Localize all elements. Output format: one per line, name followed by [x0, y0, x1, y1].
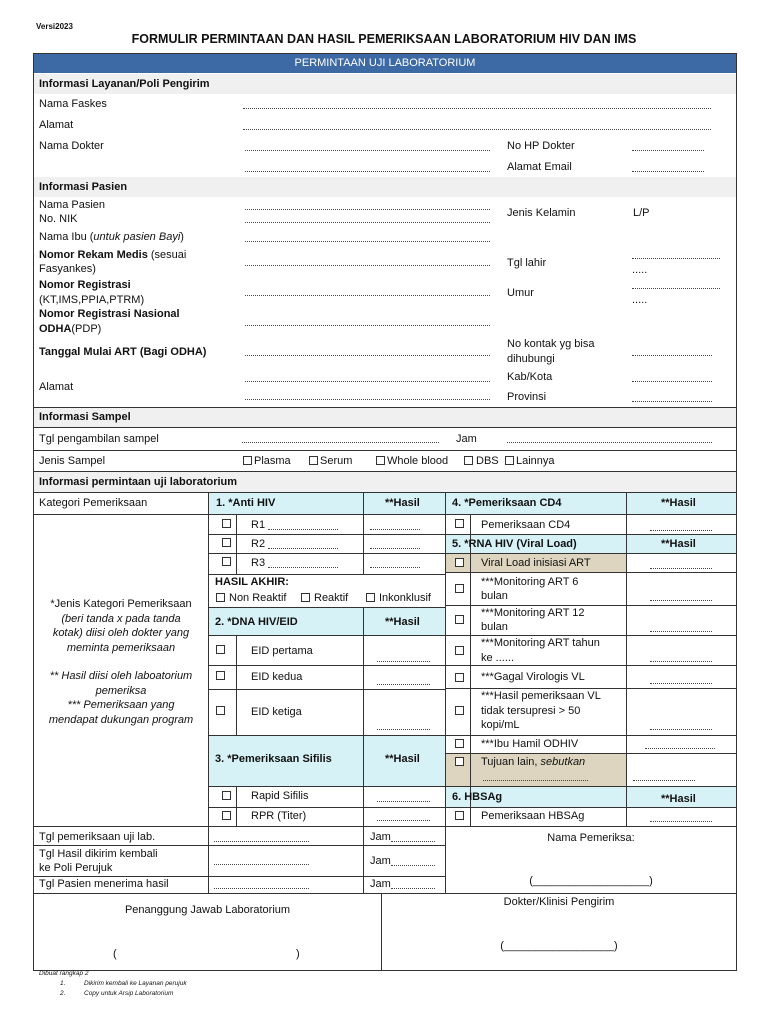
label-nama-pemeriksa: Nama Pemeriksa: [547, 832, 635, 844]
label-rekam-medis: Nomor Rekam Medis (sesuai [39, 249, 187, 261]
field-tgl-pengambilan[interactable] [242, 442, 439, 443]
hasil-eid-kedua[interactable] [377, 684, 430, 685]
label-vl-tersupresi: ***Hasil pemeriksaan VL [481, 690, 601, 702]
heading-rna-hiv: 5. *RNA HIV (Viral Load) [452, 538, 577, 550]
hasil-cd4[interactable] [650, 530, 712, 531]
field-tgl-pemeriksaan[interactable] [214, 841, 309, 842]
section-permintaan-heading: Informasi permintaan uji laboratorium [39, 476, 238, 488]
checkbox-r3[interactable] [222, 557, 231, 566]
section-sampel-bg [34, 408, 736, 427]
notes-block: *Jenis Kategori Pemeriksaan (beri tanda x pada tanda kotak) diisi oleh dokter yang meminta pemeriksaan ** Hasil diisi oleh laboatorium pemeriksa *** Pemeriksaan yang mendapat dukungan program [48, 598, 194, 726]
field-tgl-lahir-tail: ..... [632, 264, 648, 276]
label-mon12-2: bulan [481, 621, 508, 633]
hasil-mon-tahun[interactable] [650, 661, 712, 662]
field-nama-faskes[interactable] [243, 108, 711, 109]
label-tgl-lahir: Tgl lahir [507, 257, 547, 269]
label-reg-nasional: Nomor Registrasi Nasional [39, 308, 180, 320]
label-tanggal-art: Tanggal Mulai ART (Bagi ODHA) [39, 346, 207, 358]
label-tgl-pemeriksaan: Tgl pemeriksaan uji lab. [39, 831, 156, 843]
section-layanan-heading: Informasi Layanan/Poli Pengirim [39, 78, 210, 90]
hasil-tujuan-lain[interactable] [633, 780, 695, 781]
heading-hasil-2: **Hasil [385, 616, 420, 628]
label-reg-nasional-2: ODHA(PDP) [39, 323, 102, 335]
hasil-mon12[interactable] [650, 631, 712, 632]
checkbox-vl-inisiasi[interactable] [455, 558, 464, 567]
field-tujuan-lain[interactable] [483, 780, 588, 781]
label-kab-kota: Kab/Kota [507, 371, 553, 383]
label-provinsi: Provinsi [507, 391, 547, 403]
hasil-mon6[interactable] [650, 600, 712, 601]
label-mon-tahun-2: ke ...... [481, 652, 515, 664]
note-item1: Dikirim kembali ke Layanan perujuk [84, 980, 187, 987]
label-jam-1: Jam [370, 831, 391, 843]
label-rapid-sifilis: Rapid Sifilis [251, 790, 309, 802]
sign-pj-lab-close: ) [296, 948, 300, 960]
sign-dokter-pengirim[interactable]: (__________________) [500, 940, 618, 952]
field-no-hp-dokter[interactable] [632, 150, 704, 151]
hasil-gagal[interactable] [650, 683, 712, 684]
checkbox-serum[interactable] [309, 456, 318, 465]
checkbox-lainnya[interactable] [505, 456, 514, 465]
heading-dna-hiv: 2. *DNA HIV/EID [215, 616, 298, 628]
field-umur[interactable] [632, 288, 720, 289]
label-alamat-pasien: Alamat [39, 381, 74, 393]
label-mon12: ***Monitoring ART 12 [481, 607, 585, 619]
option-plasma: Plasma [254, 455, 291, 467]
checkbox-plasma[interactable] [243, 456, 252, 465]
field-r2[interactable] [268, 548, 338, 549]
hasil-vl-inisiasi[interactable] [650, 568, 712, 569]
label-tgl-pengambilan: Tgl pengambilan sampel [39, 433, 159, 445]
field-rekam-medis[interactable] [245, 265, 490, 266]
field-tgl-lahir[interactable] [632, 258, 720, 259]
heading-hasil-4: **Hasil [661, 497, 696, 509]
label-no-hp-dokter: No HP Dokter [507, 140, 575, 152]
hasil-rapid-sifilis[interactable] [377, 801, 430, 802]
hasil-ibu-hamil[interactable] [645, 748, 715, 749]
field-nama-ibu[interactable] [245, 241, 490, 242]
heading-hasil-1: **Hasil [385, 497, 420, 509]
label-kategori: Kategori Pemeriksaan [39, 497, 148, 509]
label-jam-2: Jam [370, 855, 391, 867]
checkbox-mon-tahun[interactable] [455, 646, 464, 655]
field-nama-dokter[interactable] [245, 150, 490, 151]
field-alamat-faskes[interactable] [243, 129, 711, 130]
label-tgl-hasil-2: ke Poli Perujuk [39, 862, 113, 874]
label-vl-inisiasi: Viral Load inisiasi ART [481, 557, 591, 569]
checkbox-mon12[interactable] [455, 615, 464, 624]
label-jenis-sampel: Jenis Sampel [39, 455, 106, 467]
label-nama-faskes: Nama Faskes [39, 98, 107, 110]
sign-nama-pemeriksa[interactable]: (___________________) [529, 875, 653, 887]
label-pem-cd4: Pemeriksaan CD4 [481, 519, 571, 531]
label-mon6-2: bulan [481, 590, 508, 602]
field-tgl-pasien[interactable] [214, 888, 309, 889]
label-gagal: ***Gagal Virologis VL [481, 671, 585, 683]
checkbox-non-reaktif[interactable] [216, 593, 225, 602]
label-r3: R3 [251, 557, 266, 569]
checkbox-dbs[interactable] [464, 456, 473, 465]
field-alamat-pasien[interactable] [245, 381, 490, 382]
field-nama-pasien[interactable] [245, 209, 490, 210]
field-kab-kota[interactable] [632, 381, 712, 382]
label-ibu-hamil: ***Ibu Hamil ODHIV [481, 738, 579, 750]
section-sampel-heading: Informasi Sampel [39, 411, 131, 423]
label-no-nik: No. NIK [39, 213, 78, 225]
hasil-hbsag[interactable] [650, 821, 712, 822]
heading-hasil-5: **Hasil [661, 538, 696, 550]
heading-cd4: 4. *Pemeriksaan CD4 [452, 497, 562, 509]
checkbox-ibu-hamil[interactable] [455, 739, 464, 748]
label-tgl-hasil: Tgl Hasil dikirim kembali [39, 848, 158, 860]
checkbox-r2[interactable] [222, 538, 231, 547]
field-tanggal-art[interactable] [245, 355, 490, 356]
note-item2-num: 2. [60, 990, 66, 997]
label-vl-tersupresi-2: tidak tersupresi > 50 [481, 705, 581, 717]
value-jenis-kelamin[interactable]: L/P [633, 207, 650, 219]
label-eid-kedua: EID kedua [251, 671, 303, 683]
label-mon6: ***Monitoring ART 6 [481, 576, 579, 588]
checkbox-gagal[interactable] [455, 673, 464, 682]
label-nama-dokter: Nama Dokter [39, 140, 104, 152]
checkbox-eid-kedua[interactable] [216, 671, 225, 680]
label-pem-hbsag: Pemeriksaan HBSAg [481, 810, 585, 822]
checkbox-rpr[interactable] [222, 811, 231, 820]
option-reaktif: Reaktif [314, 592, 349, 604]
checkbox-reaktif[interactable] [301, 593, 310, 602]
option-whole-blood: Whole blood [387, 455, 449, 467]
checkbox-r1[interactable] [222, 519, 231, 528]
checkbox-vl-tersupresi[interactable] [455, 706, 464, 715]
section-pasien-bg [34, 177, 736, 197]
hasil-rpr[interactable] [377, 820, 430, 821]
label-tujuan-lain: Tujuan lain, sebutkan [481, 756, 586, 768]
heading-hbsag: 6. HBSAg [452, 791, 503, 803]
label-jam-3: Jam [370, 878, 391, 890]
checkbox-hbsag[interactable] [455, 811, 464, 820]
checkbox-inkonklusif[interactable] [366, 593, 375, 602]
label-pj-lab: Penanggung Jawab Laboratorium [124, 904, 291, 916]
field-registrasi[interactable] [245, 295, 490, 296]
label-jam-sampel: Jam [456, 433, 477, 445]
label-dokter-pengirim: Dokter/Klinisi Pengirim [503, 896, 615, 908]
section-pasien-heading: Informasi Pasien [39, 181, 128, 193]
option-lainnya: Lainnya [516, 455, 555, 467]
checkbox-whole-blood[interactable] [376, 456, 385, 465]
label-jenis-kelamin: Jenis Kelamin [507, 207, 576, 219]
label-r2: R2 [251, 538, 266, 550]
label-hasil-akhir: HASIL AKHIR: [215, 576, 289, 588]
heading-sifilis: 3. *Pemeriksaan Sifilis [215, 753, 332, 765]
hasil-eid-ketiga[interactable] [377, 729, 430, 730]
note-item2: Copy untuk Arsip Laboratorium [84, 990, 174, 997]
checkbox-mon6[interactable] [455, 584, 464, 593]
field-umur-tail: ..... [632, 294, 648, 306]
form-title: FORMULIR PERMINTAAN DAN HASIL PEMERIKSAAN LABORATORIUM HIV DAN IMS [131, 32, 637, 46]
field-reg-nasional[interactable] [245, 325, 490, 326]
label-umur: Umur [507, 287, 534, 299]
field-kontak[interactable] [632, 355, 712, 356]
heading-hasil-6: **Hasil [661, 793, 696, 805]
hasil-r3[interactable] [370, 567, 420, 568]
heading-hasil-3: **Hasil [385, 753, 420, 765]
label-nama-pasien: Nama Pasien [39, 199, 106, 211]
checkbox-tujuan-lain[interactable] [455, 757, 464, 766]
note-item1-num: 1. [60, 980, 66, 987]
field-no-nik[interactable] [245, 222, 490, 223]
hasil-eid-pertama[interactable] [377, 661, 430, 662]
checkbox-cd4[interactable] [455, 519, 464, 528]
label-kontak: No kontak yg bisa [507, 338, 595, 350]
hasil-vl-tersupresi[interactable] [650, 729, 712, 730]
field-r3[interactable] [268, 567, 338, 568]
checkbox-eid-ketiga[interactable] [216, 706, 225, 715]
option-serum: Serum [320, 455, 353, 467]
note-dibuat: Dibuat rangkap 2 [39, 970, 89, 977]
field-jam-3[interactable] [391, 888, 435, 889]
field-alamat-email[interactable] [632, 171, 704, 172]
field-jam-2[interactable] [391, 865, 435, 866]
label-rpr: RPR (Titer) [251, 810, 307, 822]
label-registrasi-2: (KT,IMS,PPIA,PTRM) [39, 294, 145, 306]
label-vl-tersupresi-3: kopi/mL [481, 719, 520, 731]
field-r1[interactable] [268, 529, 338, 530]
sign-pj-lab-open[interactable]: ( [113, 948, 117, 960]
hasil-r1[interactable] [370, 529, 420, 530]
field-jam-sampel[interactable] [507, 442, 712, 443]
label-alamat-email: Alamat Email [507, 161, 572, 173]
label-nama-ibu: Nama Ibu (untuk pasien Bayi) [39, 231, 184, 243]
field-alamat-pasien-2[interactable] [245, 399, 490, 400]
option-non-reaktif: Non Reaktif [229, 592, 287, 604]
field-provinsi[interactable] [632, 401, 712, 402]
label-tgl-pasien: Tgl Pasien menerima hasil [39, 878, 169, 890]
option-dbs: DBS [476, 455, 499, 467]
checkbox-eid-pertama[interactable] [216, 645, 225, 654]
label-eid-pertama: EID pertama [251, 645, 313, 657]
hasil-r2[interactable] [370, 548, 420, 549]
checkbox-rapid-sifilis[interactable] [222, 791, 231, 800]
label-eid-ketiga: EID ketiga [251, 706, 302, 718]
option-inkonklusif: Inkonklusif [379, 592, 431, 604]
label-mon-tahun: ***Monitoring ART tahun [481, 637, 600, 649]
heading-anti-hiv: 1. *Anti HIV [216, 497, 276, 509]
field-tgl-hasil[interactable] [214, 864, 309, 865]
request-banner: PERMINTAAN UJI LABORATORIUM [34, 54, 736, 73]
label-registrasi: Nomor Registrasi [39, 279, 131, 291]
label-kontak-2: dihubungi [507, 353, 555, 365]
label-alamat-faskes: Alamat [39, 119, 74, 131]
field-nama-dokter-2[interactable] [245, 171, 490, 172]
field-jam-1[interactable] [391, 841, 435, 842]
label-rekam-medis-2: Fasyankes) [39, 263, 96, 275]
version-label: Versi2023 [36, 22, 73, 31]
label-r1: R1 [251, 519, 266, 531]
